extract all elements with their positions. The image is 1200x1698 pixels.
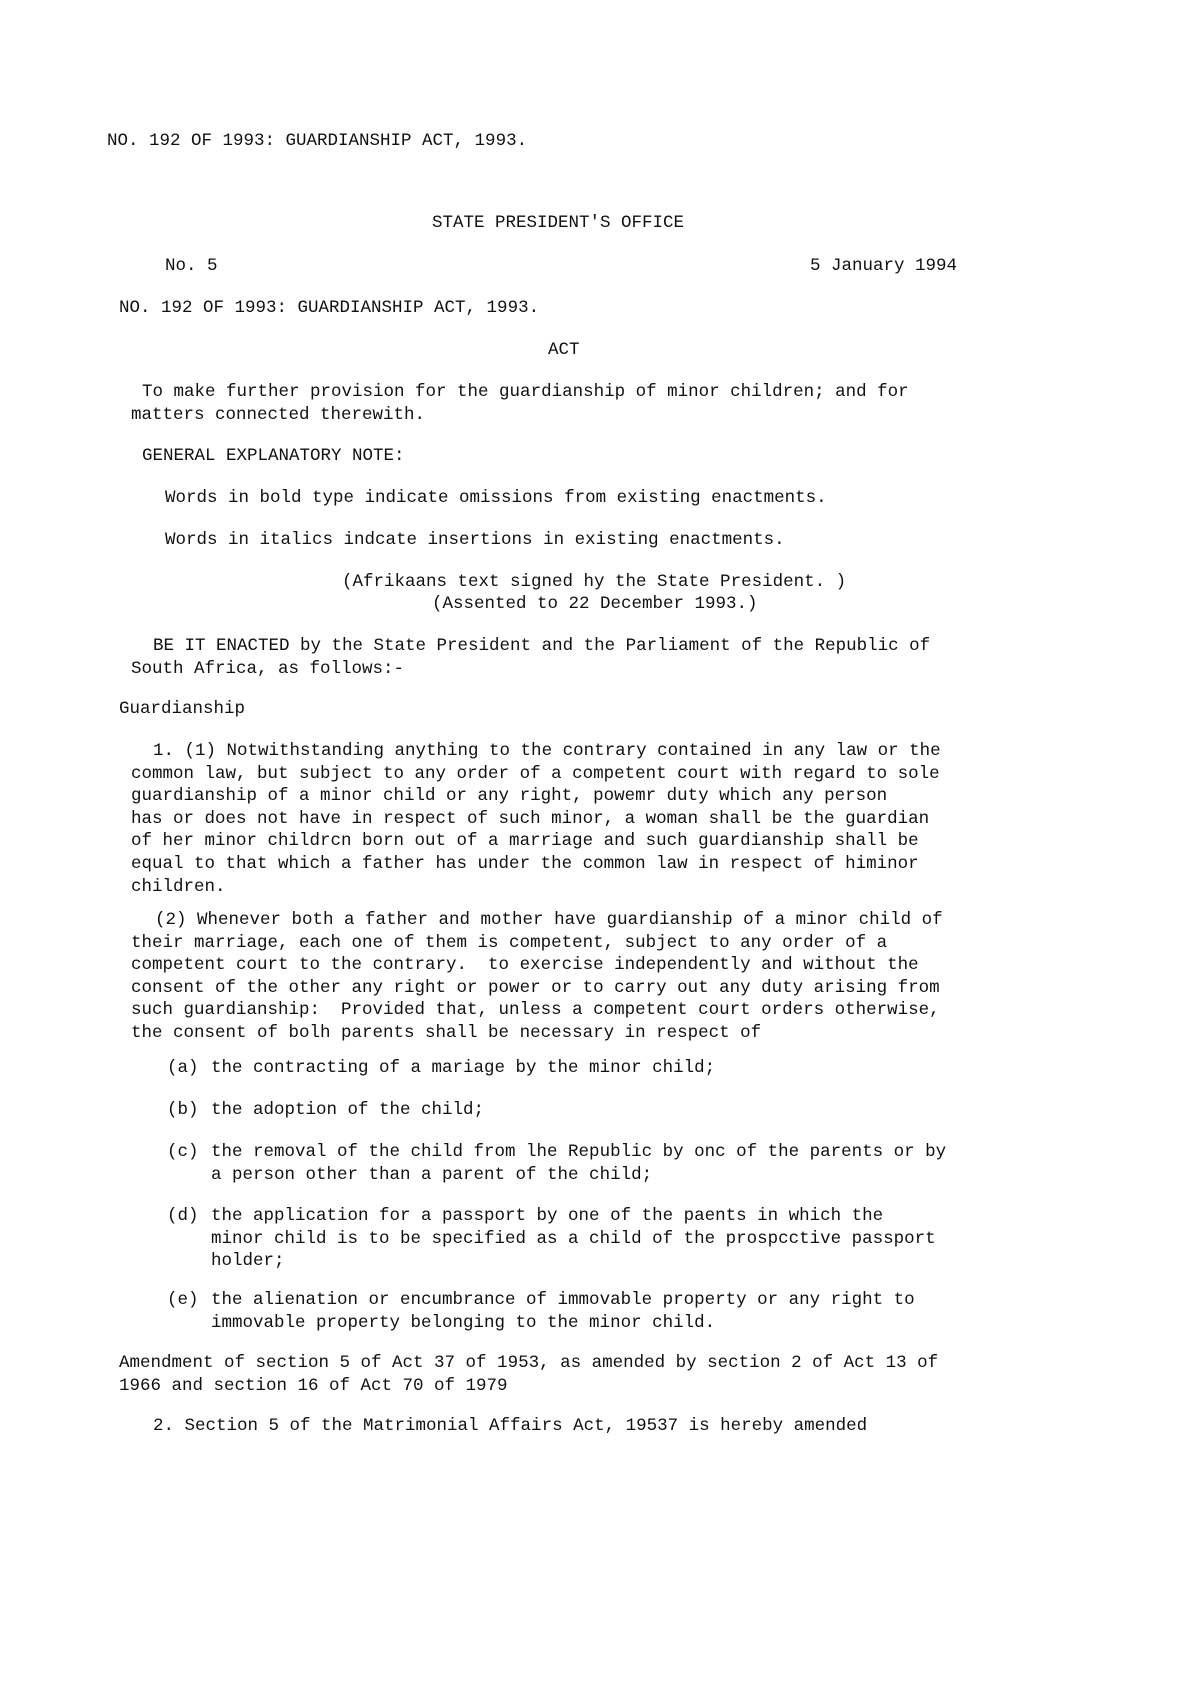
long-title: To make further provision for the guardianship of minor children; and for matters connected therewith. <box>131 382 909 425</box>
office-heading: STATE PRESIDENT'S OFFICE <box>432 213 685 233</box>
list-item-text: the alienation or encumbrance of immovable property or any right to immovable property belonging to the minor child. <box>211 1290 915 1333</box>
list-item-label: (c) <box>167 1142 199 1162</box>
signed-note: (Afrikaans text signed hy the State President. ) <box>342 572 847 592</box>
note-bold-type: Words in bold type indicate omissions from existing enactments. <box>165 488 827 508</box>
list-item-label: (b) <box>167 1100 199 1120</box>
section-2-text: 2. Section 5 of the Matrimonial Affairs Act, 19537 is hereby amended <box>153 1416 868 1436</box>
list-item-text: the removal of the child from lhe Republic by onc of the parents or by a person other than a parent of the child; <box>211 1142 947 1185</box>
list-item-label: (d) <box>167 1206 199 1226</box>
list-item-text: the contracting of a mariage by the minor child; <box>211 1058 716 1078</box>
enacting-formula: BE IT ENACTED by the State President and the Parliament of the Republic of South Africa, as follows:- <box>131 636 931 679</box>
note-italics: Words in italics indcate insertions in existing enactments. <box>165 530 785 550</box>
list-item-label: (e) <box>167 1290 199 1310</box>
act-label: ACT <box>548 340 580 360</box>
section-1-subsection-2: (2) Whenever both a father and mother have guardianship of a minor child of their marriage, each one of them is competent, subject to any order of a competent court to the contrary. to exercise independently and without the consent of the other any right or power or to carry out any duty arising from such guardianship: Provided that, unless a competent court orders otherwise, the consent of bolh parents shall be necessary in respect of <box>131 910 943 1043</box>
act-title: NO. 192 OF 1993: GUARDIANSHIP ACT, 1993. <box>119 298 540 318</box>
section-1-subsection-1: 1. (1) Notwithstanding anything to the contrary contained in any law or the common law, but subject to any order of a competent court with regard to sole guardianship of a minor child or any right, powemr duty which any person has or does not have in respect of such minor, a woman shall be the guardian of her minor childrcn born out of a marriage and such guardianship shall be equal to that which a father has under the common law in respect of himinor children. <box>131 741 941 897</box>
notice-number: No. 5 <box>165 256 218 276</box>
section-1-heading: Guardianship <box>119 699 246 719</box>
list-item-text: the application for a passport by one of the paents in which the minor child is to be specified as a child of the prospcctive passport holder; <box>211 1206 936 1272</box>
section-2-heading: Amendment of section 5 of Act 37 of 1953, as amended by section 2 of Act 13 of 1966 and section 16 of Act 70 of 1979 <box>119 1353 939 1396</box>
notice-date: 5 January 1994 <box>810 256 958 276</box>
list-item-text: the adoption of the child; <box>211 1100 485 1120</box>
assented-note: (Assented to 22 December 1993.) <box>432 594 758 614</box>
header-title: NO. 192 OF 1993: GUARDIANSHIP ACT, 1993. <box>107 131 528 151</box>
list-item-label: (a) <box>167 1058 199 1078</box>
note-heading: GENERAL EXPLANATORY NOTE: <box>142 446 405 466</box>
